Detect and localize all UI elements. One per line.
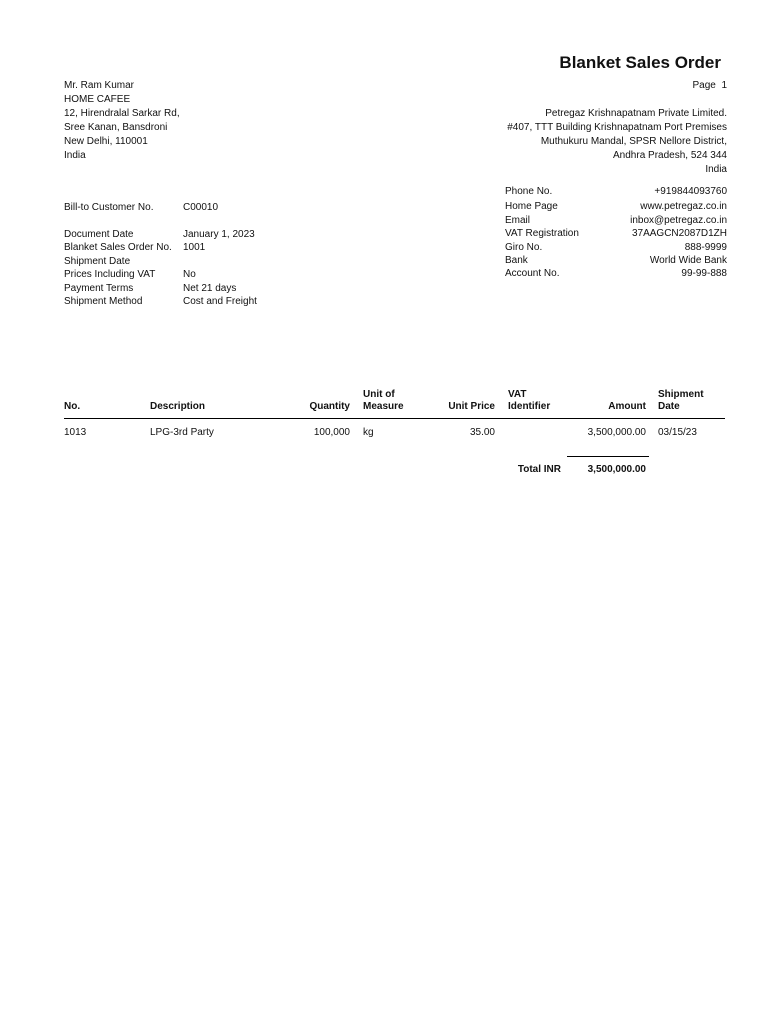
cell-quantity: 100,000	[313, 427, 350, 438]
bill-to-row	[64, 202, 364, 215]
col-header-ship-line2: Date	[658, 401, 680, 412]
customer-street: 12, Hirendralal Sarkar Rd,	[64, 108, 180, 119]
col-header-vat	[508, 389, 550, 413]
contact-label: Account No.	[505, 268, 560, 280]
contact-row	[505, 255, 727, 268]
company-street: #407, TTT Building Krishnapatnam Port Premises	[507, 122, 727, 133]
contact-row	[505, 201, 727, 214]
cell-description: LPG-3rd Party	[150, 427, 214, 438]
bill-to-value: C00010	[183, 202, 219, 213]
contact-row	[505, 242, 727, 255]
customer-area: Sree Kanan, Bansdroni	[64, 122, 168, 133]
detail-value: 1001	[183, 242, 206, 254]
col-header-uom-line2: Measure	[363, 401, 404, 412]
detail-value: No	[183, 269, 196, 281]
company-state: Andhra Pradesh, 524 344	[613, 150, 727, 161]
detail-label: Prices Including VAT	[64, 269, 156, 281]
cell-no: 1013	[64, 427, 87, 438]
page-number	[693, 80, 727, 91]
contact-value: 99-99-888	[681, 268, 727, 280]
detail-row	[64, 242, 364, 255]
contact-label: Phone No.	[505, 186, 553, 197]
company-district: Muthukuru Mandal, SPSR Nellore District,	[540, 136, 727, 147]
customer-company: HOME CAFEE	[64, 94, 131, 105]
contact-label: Home Page	[505, 201, 558, 213]
header-divider	[64, 418, 725, 419]
contact-label: Email	[505, 214, 531, 226]
detail-row	[64, 269, 364, 282]
company-contact	[505, 186, 727, 282]
col-header-no: No.	[64, 401, 81, 412]
company-address	[507, 107, 727, 177]
col-header-vat-line2: Identifier	[508, 401, 551, 412]
contact-label: Bank	[505, 254, 528, 266]
total-value: 3,500,000.00	[587, 464, 646, 475]
contact-value: 888-9999	[684, 241, 727, 253]
contact-label: Giro No.	[505, 241, 543, 253]
contact-row	[505, 186, 727, 199]
customer-name: Mr. Ram Kumar	[64, 80, 135, 91]
contact-row	[505, 215, 727, 228]
detail-row	[64, 283, 364, 296]
col-header-amount: Amount	[608, 401, 646, 412]
col-header-unit-price: Unit Price	[448, 401, 495, 412]
col-header-uom	[363, 389, 404, 413]
contact-label: VAT Registration	[505, 228, 579, 240]
contact-value: World Wide Bank	[649, 254, 727, 266]
customer-city: New Delhi, 110001	[64, 136, 148, 147]
detail-value: January 1, 2023	[183, 229, 255, 240]
col-header-quantity: Quantity	[309, 401, 350, 412]
contact-value: www.petregaz.co.in	[640, 201, 727, 213]
cell-unit-price: 35.00	[469, 427, 495, 438]
cell-shipment-date: 03/15/23	[658, 427, 697, 438]
detail-label: Payment Terms	[64, 282, 134, 294]
col-header-description: Description	[150, 401, 206, 412]
detail-value: Cost and Freight	[183, 295, 257, 307]
page-label: Page	[692, 80, 716, 91]
total-label: Total INR	[517, 464, 561, 475]
company-name: Petregaz Krishnapatnam Private Limited.	[545, 108, 727, 119]
col-header-uom-line1: Unit of	[363, 389, 395, 400]
total-divider	[567, 456, 649, 457]
col-header-ship-line1: Shipment	[658, 389, 704, 400]
detail-value: Net 21 days	[183, 282, 237, 294]
contact-value: inbox@petregaz.co.in	[630, 214, 727, 226]
bill-to-label: Bill-to Customer No.	[64, 202, 154, 213]
detail-label: Shipment Date	[64, 255, 131, 267]
order-details	[64, 229, 364, 309]
contact-value: +919844093760	[654, 186, 727, 197]
cell-amount: 3,500,000.00	[587, 427, 646, 438]
detail-label: Shipment Method	[64, 295, 143, 307]
document-title: Blanket Sales Order	[559, 53, 721, 72]
cell-uom: kg	[363, 427, 374, 438]
detail-label: Blanket Sales Order No.	[64, 242, 172, 254]
detail-row	[64, 229, 364, 242]
contact-value: 37AAGCN2087D1ZH	[631, 228, 727, 240]
customer-country: India	[64, 150, 86, 161]
contact-row	[505, 228, 727, 241]
contact-row	[505, 268, 727, 281]
col-header-shipment-date	[658, 389, 704, 413]
detail-label: Document Date	[64, 229, 134, 240]
customer-address	[64, 79, 180, 163]
detail-row	[64, 296, 364, 309]
col-header-vat-line1: VAT	[508, 389, 527, 400]
page-number-value: 1	[721, 80, 727, 91]
company-country: India	[705, 164, 727, 175]
detail-row	[64, 256, 364, 269]
bill-to-block	[64, 202, 364, 215]
